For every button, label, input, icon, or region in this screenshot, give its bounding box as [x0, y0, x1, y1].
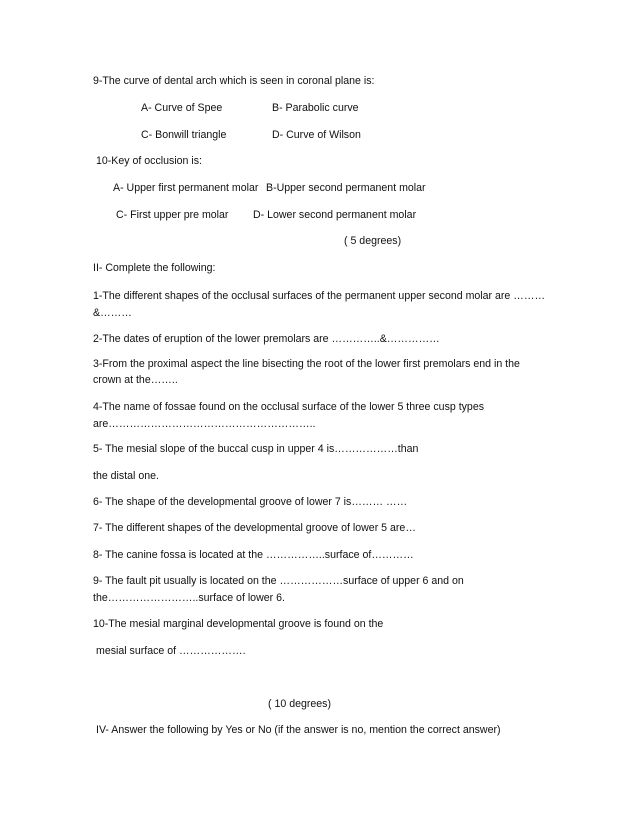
question-10-option-c: C- First upper pre molar [116, 209, 229, 221]
question-10-option-a: A- Upper first permanent molar [113, 182, 259, 194]
complete-item-9-line-2: the……………………..surface of lower 6. [93, 592, 285, 604]
complete-item-1-line-1: 1-The different shapes of the occlusal surfaces of the permanent upper second molar are ……… [93, 290, 546, 302]
question-10-option-d: D- Lower second permanent molar [253, 209, 417, 221]
section-2-marks: ( 10 degrees) [268, 698, 332, 710]
question-10-option-b: B-Upper second permanent molar [266, 182, 426, 194]
question-9-option-d: D- Curve of Wilson [272, 129, 361, 141]
complete-item-6: 6- The shape of the developmental groove of lower 7 is……… …… [93, 496, 408, 508]
question-9-stem: 9-The curve of dental arch which is seen in coronal plane is: [93, 75, 375, 87]
question-9-option-c: C- Bonwill triangle [141, 129, 227, 141]
section-4-heading: IV- Answer the following by Yes or No (if the answer is no, mention the correct answer) [96, 724, 501, 736]
complete-item-4-line-2: are………………………………………………….. [93, 418, 316, 430]
complete-item-4-line-1: 4-The name of fossae found on the occlusal surface of the lower 5 three cusp types [93, 401, 485, 413]
complete-item-5-line-2: the distal one. [93, 470, 159, 482]
complete-item-3-line-1: 3-From the proximal aspect the line bisecting the root of the lower first premolars end in the [93, 358, 520, 370]
question-10-stem: 10-Key of occlusion is: [96, 155, 202, 167]
complete-item-9-line-1: 9- The fault pit usually is located on the ………………surface of upper 6 and on [93, 575, 464, 587]
section-1-marks: ( 5 degrees) [344, 235, 402, 247]
complete-item-10-line-2: mesial surface of ………………. [96, 645, 246, 657]
complete-item-5-line-1: 5- The mesial slope of the buccal cusp in upper 4 is………………than [93, 443, 419, 455]
complete-item-8: 8- The canine fossa is located at the ……………..surface of………… [93, 549, 414, 561]
complete-item-10-line-1: 10-The mesial marginal developmental groove is found on the [93, 618, 384, 630]
complete-item-7: 7- The different shapes of the developmental groove of lower 5 are… [93, 522, 416, 534]
complete-item-2: 2-The dates of eruption of the lower premolars are …………..&…………… [93, 333, 440, 345]
question-9-option-a: A- Curve of Spee [141, 102, 223, 114]
question-9-option-b: B- Parabolic curve [272, 102, 359, 114]
complete-item-1-line-2: &……… [93, 307, 132, 319]
complete-item-3-line-2: crown at the…….. [93, 374, 178, 386]
section-2-heading: II- Complete the following: [93, 262, 216, 274]
